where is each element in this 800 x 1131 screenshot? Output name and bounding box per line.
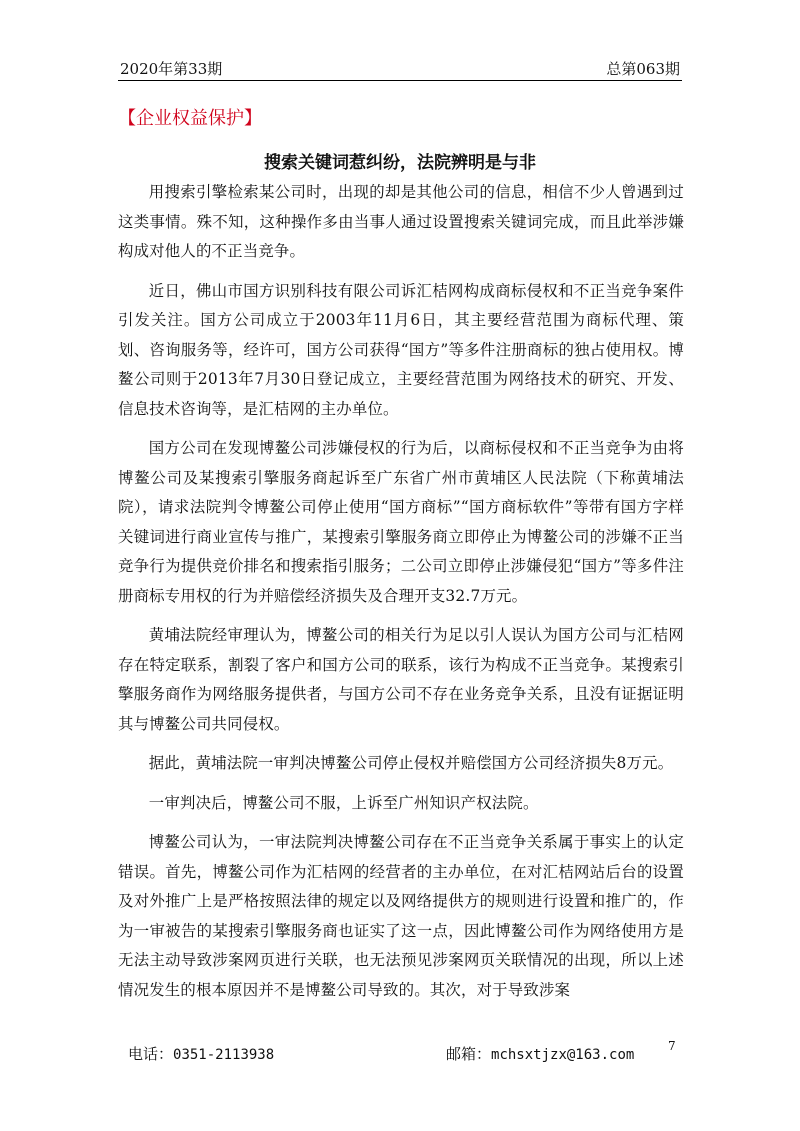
page-number: 7 <box>668 1039 676 1053</box>
article-body <box>118 178 684 1015</box>
page-header <box>118 56 682 81</box>
paragraph: 近日，佛山市国方识别科技有限公司诉汇桔网构成商标侵权和不正当竞争案件引发关注。国方公司成立于2003年11月6日，其主要经营范围为商标代理、策划、咨询服务等，经许可，国方公司获得“国方”等多件注册商标的独占使用权。博鳌公司则于2013年7月30日登记成立，主要经营范围为网络技术的研究、开发、信息技术咨询等，是汇桔网的主办单位。 <box>118 281 684 418</box>
paragraph: 博鳌公司认为，一审法院判决博鳌公司存在不正当竞争关系属于事实上的认定错误。首先，博鳌公司作为汇桔网的经营者的主办单位，在对汇桔网站后台的设置及对外推广上是严格按照法律的规定以及网络提供方的规则进行设置和推广的，作为一审被告的某搜索引擎服务商也证实了这一点，因此博鳌公司作为网络使用方是无法主动导致涉案网页进行关联，也无法预见涉案网页关联情况的出现，所以上述情况发生的根本原因并不是博鳌公司导致的。其次，对于导致涉案 <box>118 833 684 999</box>
phone-number: 0351-2113938 <box>173 1047 275 1063</box>
issue-number: 2020年第33期 <box>120 60 223 78</box>
email-label: 邮箱： <box>446 1045 492 1063</box>
article-title: 搜索关键词惹纠纷，法院辨明是与非 <box>264 153 536 173</box>
paragraph: 用搜索引擎检索某公司时，出现的却是其他公司的信息，相信不少人曾遇到过这类事情。殊不知，这种操作多由当事人通过设置搜索关键词完成，而且此举涉嫌构成对他人的不正当竞争。 <box>118 183 684 260</box>
page-footer <box>128 1039 688 1065</box>
phone-label: 电话： <box>128 1045 174 1063</box>
email-address: mchsxtjzx@163.com <box>491 1047 635 1063</box>
paragraph: 黄埔法院经审理认为，博鳌公司的相关行为足以引人误认为国方公司与汇桔网存在特定联系，割裂了客户和国方公司的联系，该行为构成不正当竞争。某搜索引擎服务商作为网络服务提供者，与国方公司不存在业务竞争关系，且没有证据证明其与博鳌公司共同侵权。 <box>118 626 684 733</box>
paragraph: 国方公司在发现博鳌公司涉嫌侵权的行为后，以商标侵权和不正当竞争为由将博鳌公司及某搜索引擎服务商起诉至广东省广州市黄埔区人民法院（下称黄埔法院），请求法院判令博鳌公司停止使用“国方商标”“国方商标软件”等带有国方字样关键词进行商业宣传与推广，某搜索引擎服务商立即停止为博鳌公司的涉嫌不正当竞争行为提供竞价排名和搜索指引服务；二公司立即停止涉嫌侵犯“国方”等多件注册商标专用权的行为并赔偿经济损失及合理开支32.7万元。 <box>118 439 684 605</box>
paragraph: 据此，黄埔法院一审判决博鳌公司停止侵权并赔偿国方公司经济损失8万元。 <box>148 754 674 772</box>
paragraph: 一审判决后，博鳌公司不服，上诉至广州知识产权法院。 <box>148 793 539 812</box>
footer-email <box>446 1043 634 1064</box>
section-label: 【企业权益保护】 <box>118 108 262 129</box>
footer-phone <box>128 1043 274 1064</box>
total-issue-number: 总第063期 <box>606 60 680 78</box>
